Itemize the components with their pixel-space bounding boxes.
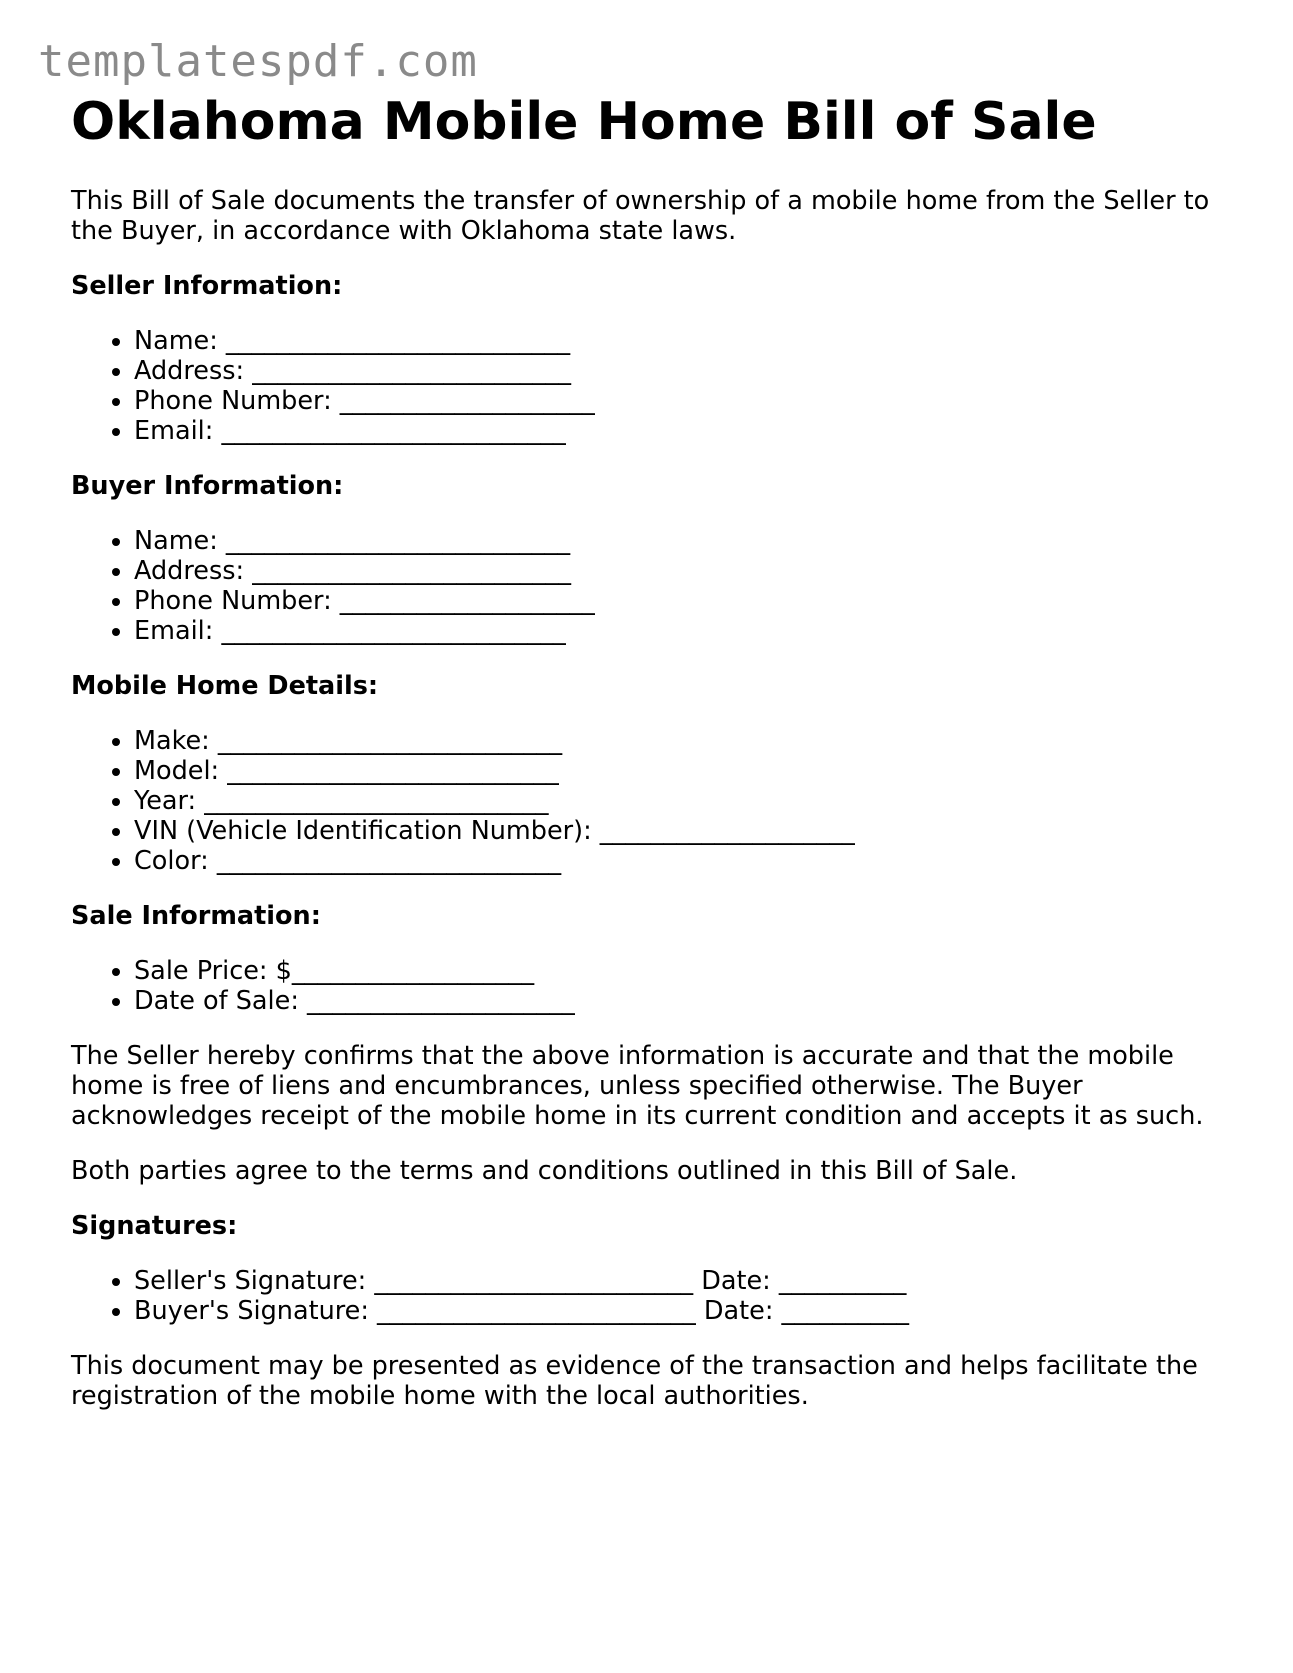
buyer-heading: Buyer Information:: [71, 471, 344, 501]
signatures-heading: Signatures:: [71, 1211, 238, 1241]
mobile-home-heading: Mobile Home Details:: [71, 671, 379, 701]
buyer-phone-field[interactable]: • Phone Number: ____________________: [134, 586, 1231, 616]
color-field[interactable]: • Color: ___________________________: [134, 846, 1231, 876]
buyer-signature-field[interactable]: • Buyer's Signature: _________________________ Date: __________: [134, 1296, 1231, 1326]
buyer-name-field[interactable]: • Name: ___________________________: [134, 526, 1231, 556]
date-of-sale-field[interactable]: • Date of Sale: _____________________: [134, 986, 1231, 1016]
mobile-home-list: [71, 726, 1231, 876]
watermark-logo: templatespdf.com: [38, 36, 478, 87]
seller-phone-field[interactable]: • Phone Number: ____________________: [134, 386, 1231, 416]
sale-heading: Sale Information:: [71, 901, 321, 931]
confirmation-paragraph: The Seller hereby confirms that the above information is accurate and that the mobile home is free of liens and encumbrances, unless specified otherwise. The Buyer acknowledges receipt of the mobile home in its current condition and accepts it as such.: [71, 1041, 1204, 1131]
signatures-list: [71, 1266, 1231, 1326]
vin-field[interactable]: • VIN (Vehicle Identification Number): ____________________: [134, 816, 1231, 846]
seller-list: [71, 326, 1231, 446]
seller-heading: Seller Information:: [71, 271, 343, 301]
buyer-list: [71, 526, 1231, 646]
agreement-paragraph: Both parties agree to the terms and conditions outlined in this Bill of Sale.: [71, 1156, 1018, 1186]
sale-list: [71, 956, 1231, 1016]
intro-paragraph: This Bill of Sale documents the transfer of ownership of a mobile home from the Seller to the Buyer, in accordance with Oklahoma state laws.: [71, 186, 1210, 246]
model-field[interactable]: • Model: __________________________: [134, 756, 1231, 786]
seller-name-field[interactable]: • Name: ___________________________: [134, 326, 1231, 356]
buyer-email-field[interactable]: • Email: ___________________________: [134, 616, 1231, 646]
sale-price-field[interactable]: • Sale Price: $___________________: [134, 956, 1231, 986]
seller-email-field[interactable]: • Email: ___________________________: [134, 416, 1231, 446]
document-title: Oklahoma Mobile Home Bill of Sale: [71, 92, 1097, 152]
seller-address-field[interactable]: • Address: _________________________: [134, 356, 1231, 386]
year-field[interactable]: • Year: ___________________________: [134, 786, 1231, 816]
make-field[interactable]: • Make: ___________________________: [134, 726, 1231, 756]
document-body: [71, 88, 1231, 1411]
seller-signature-field[interactable]: • Seller's Signature: _________________________ Date: __________: [134, 1266, 1231, 1296]
buyer-address-field[interactable]: • Address: _________________________: [134, 556, 1231, 586]
closing-paragraph: This document may be presented as evidence of the transaction and helps facilitate the registration of the mobile home with the local authorities.: [71, 1351, 1198, 1411]
